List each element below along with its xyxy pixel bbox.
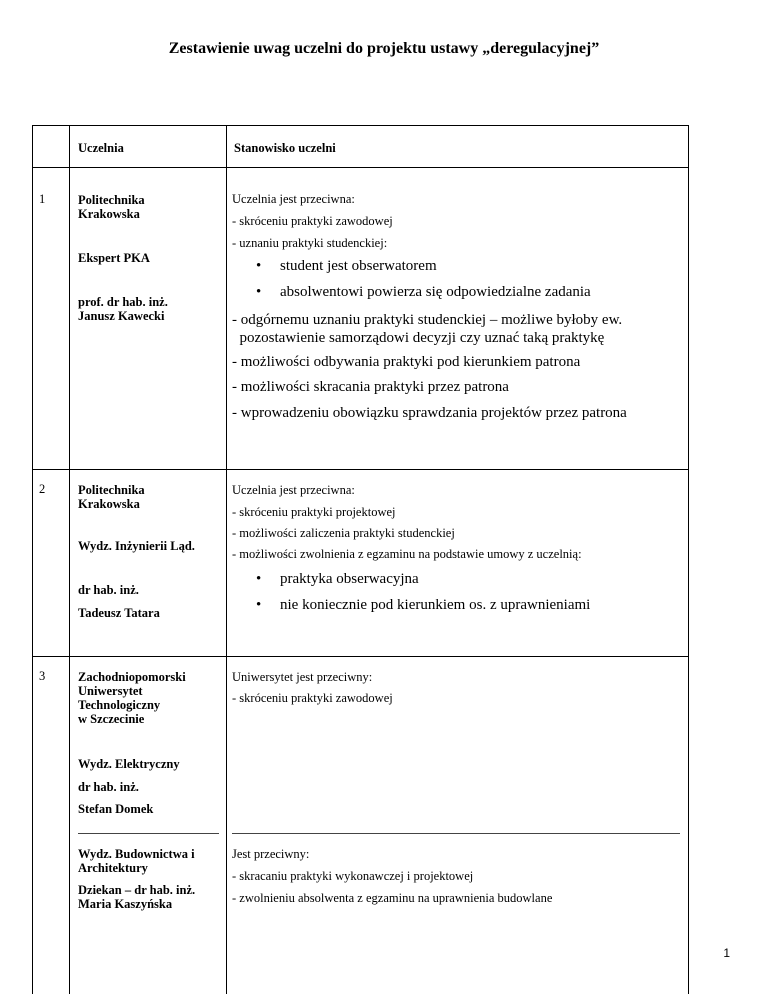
person-name: Tadeusz Tatara [78,606,160,620]
position-intro: Uniwersytet jest przeciwny: [232,670,373,684]
position-intro: Uczelnia jest przeciwna: [232,483,355,497]
university-name: Krakowska [78,497,140,511]
position-item: - skróceniu praktyki zawodowej [232,214,393,228]
bullet-icon: • [256,597,262,613]
university-name: Zachodniopomorski [78,670,186,684]
position-item: - uznaniu praktyki studenckiej: [232,236,388,250]
position-item: - skróceniu praktyki projektowej [232,505,396,519]
row-number: 1 [39,192,46,206]
header-uczelnia: Uczelnia [78,141,124,155]
bullet-item: absolwentowi powierza się odpowiedzialne zadania [280,284,591,300]
faculty-name: Wydz. Elektryczny [78,757,180,771]
faculty-name: Wydz. Budownictwa i [78,847,195,861]
document-title: Zestawienie uwag uczelni do projektu ustawy „deregulacyjnej” [168,40,600,57]
position-item: - odgórnemu uznaniu praktyki studenckiej – możliwe byłoby ew. [232,312,623,328]
position-intro: Uczelnia jest przeciwna: [232,192,355,206]
university-name: Politechnika [78,483,145,497]
page-number: 1 [723,946,730,960]
university-name: Uniwersytet [78,684,143,698]
person-title: Dziekan – dr hab. inż. [78,883,196,897]
person-name: Maria Kaszyńska [78,897,173,911]
separator-line [78,833,219,834]
faculty-name: Ekspert PKA [78,251,150,265]
position-item: - skracaniu praktyki wykonawczej i projektowej [232,869,474,883]
position-item: - możliwości zaliczenia praktyki studenckiej [232,526,455,540]
bullet-icon: • [256,571,262,587]
person-title: prof. dr hab. inż. [78,295,168,309]
university-name: w Szczecinie [78,712,145,726]
university-name: Technologiczny [78,698,161,712]
bullet-item: praktyka obserwacyjna [280,571,419,587]
bullet-item: nie koniecznie pod kierunkiem os. z uprawnieniami [280,597,591,613]
row-number: 2 [39,482,46,496]
faculty-name: Architektury [78,861,148,875]
header-stanowisko: Stanowisko uczelni [234,141,336,155]
row-number: 3 [39,669,46,683]
faculty-name: Wydz. Inżynierii Ląd. [78,539,195,553]
person-title: dr hab. inż. [78,583,139,597]
position-item: - wprowadzeniu obowiązku sprawdzania projektów przez patrona [232,405,627,421]
bullet-item: student jest obserwatorem [280,258,437,274]
position-item: - skróceniu praktyki zawodowej [232,691,393,705]
position-item: - możliwości zwolnienia z egzaminu na podstawie umowy z uczelnią: [232,547,582,561]
position-item: - możliwości odbywania praktyki pod kierunkiem patrona [232,354,581,370]
position-item: - możliwości skracania praktyki przez patrona [232,379,509,395]
university-name: Krakowska [78,207,140,221]
person-title: dr hab. inż. [78,780,139,794]
person-name: Janusz Kawecki [78,309,165,323]
separator-line [232,833,680,834]
position-item: - zwolnieniu absolwenta z egzaminu na uprawnienia budowlane [232,891,553,905]
position-item: pozostawienie samorządowi decyzji czy uznać taką praktykę [232,330,605,346]
bullet-icon: • [256,258,262,274]
bullet-icon: • [256,284,262,300]
position-intro: Jest przeciwny: [232,847,310,861]
person-name: Stefan Domek [78,802,154,816]
university-name: Politechnika [78,193,145,207]
